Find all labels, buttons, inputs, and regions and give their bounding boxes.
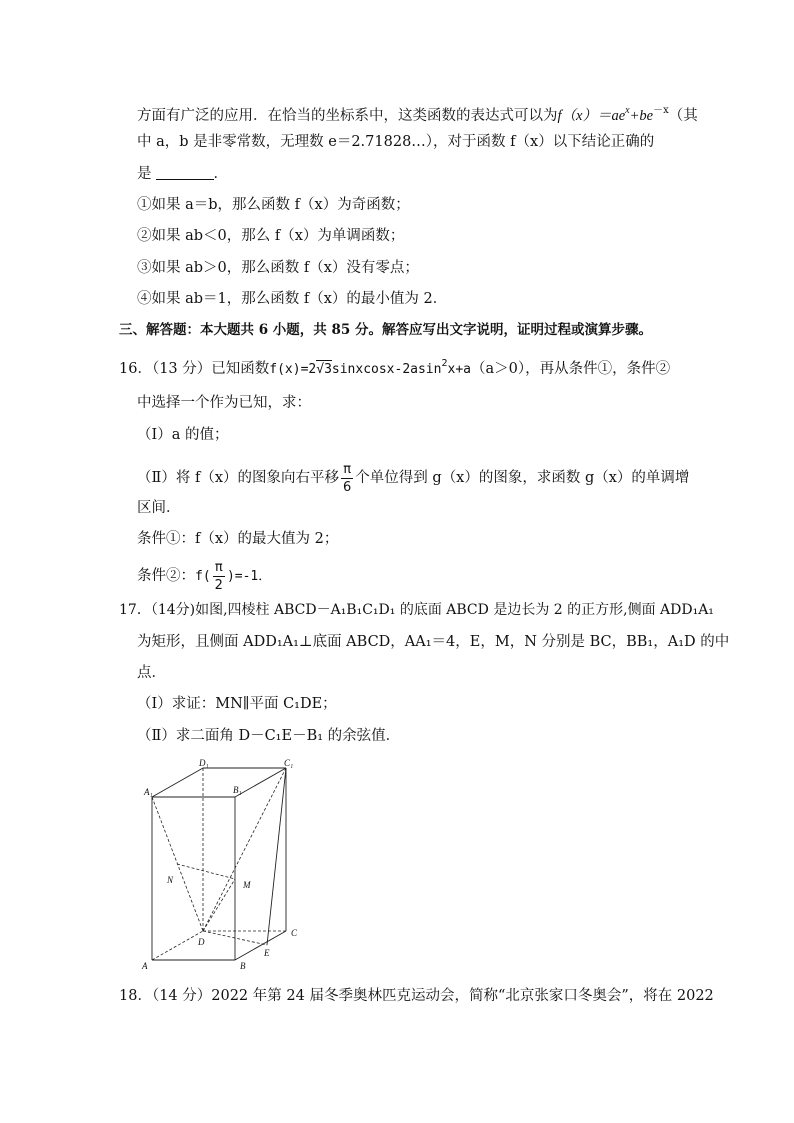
q17-line-2: 为矩形，且侧面 ADD₁A₁⊥底面 ABCD，AA₁＝4，E，M，N 分别是 BC，BB₁，A₁D 的中 [137,634,730,650]
q16-formula-a: f(x)=2 [269,362,317,377]
q15-line1-exp1: x [625,105,630,116]
edge-AD [152,931,203,960]
q17-part-2: （Ⅱ）求二面角 D－C₁E－B₁ 的余弦值． [137,728,401,744]
q15-text-line-1 [137,101,698,126]
label-A1: A₁ [144,787,153,797]
label-A: A [142,961,148,971]
label-N: N [167,875,174,885]
q15-option-2: ②如果 ab＜0，那么 f（x）为单调函数； [137,228,405,244]
label-C: C [291,928,298,938]
q16-part2-fraction [341,461,353,496]
label-C1: C₁ [284,758,294,768]
label-E: E [264,948,270,958]
q16-formula [269,358,471,377]
edge-DC1 [203,768,286,931]
q16-line-1 [119,354,670,380]
q16-part-2 [137,458,689,498]
q16-formula-b: sinxcosx-2asin [331,362,442,377]
q16-condition: （a＞0），再从条件①，条件② [470,361,671,377]
section-3-heading: 三、解答题：本大题共 6 小题，共 85 分。解答应写出文字说明，证明过程或演算步骤。 [119,322,652,338]
edge-BC [235,931,286,960]
q16-part2-frac-den: 6 [343,479,352,495]
segment-NM [177,864,235,879]
q17-line-3: 点． [137,665,166,681]
q15-option-4: ④如果 ab＝1，那么函数 f（x）的最小值为 2． [137,291,448,307]
q16-part-2-cont: 区间． [137,500,181,516]
q16-condition-2 [137,556,271,596]
q16-condition-1: 条件①：f（x）的最大值为 2； [137,531,339,547]
label-D1: D₁ [199,758,209,768]
q15-line1-tail: （其 [668,108,698,124]
q15-line3-text: 是 [137,166,152,182]
edge-C1E [267,768,286,945]
q15-line1-func: f（x）＝ae [557,108,626,124]
q18-line-1: 18．（14 分）2022 年第 24 届冬季奥林匹克运动会，简称“北京张家口冬奥会”，将在 2022 [119,988,714,1004]
q16-part2-b: 个单位得到 g（x）的图象，求函数 g（x）的单调增 [355,470,690,486]
q15-text-line-2: 中 a，b 是非零常数，无理数 e＝2.71828…），对于函数 f（x）以下结论正确的 [137,134,655,150]
q16-cond2-a: 条件②： [137,568,195,584]
q15-option-1: ①如果 a＝b，那么函数 f（x）为奇函数； [137,197,410,213]
q15-line3-end: ． [213,166,228,182]
q15-option-3: ③如果 ab＞0，那么函数 f（x）没有零点； [137,260,419,276]
q16-part2-a: （Ⅱ）将 f（x）的图象向右平移 [137,470,340,486]
q16-line-2: 中选择一个作为已知，求： [137,395,311,411]
q16-formula-c: x+a [447,362,471,377]
q16-part-1: （Ⅰ）a 的值； [137,427,229,443]
q15-line1-exp2: －x [653,105,669,116]
q15-text-line-3 [137,164,228,184]
label-D: D [198,937,205,947]
q15-line1-text: 方面有广泛的应用．在恰当的坐标系中，这类函数的表达式可以为 [137,108,558,124]
q16-cond2-b: )=-1． [226,569,272,584]
q17-prism-figure [130,755,310,975]
q17-part-1: （Ⅰ）求证：MN∥平面 C₁DE； [137,696,337,712]
q16-formula-sqrt-val: 3 [324,362,332,377]
q16-part2-frac-num: π [341,461,353,479]
segment-DM [203,879,235,931]
q16-cond2-fraction [213,559,225,594]
q16-cond2-frac-num: π [213,559,225,577]
q16-cond2-f: f( [195,569,211,584]
label-B: B [240,961,246,971]
answer-blank[interactable] [156,165,214,180]
edge-A1D1 [152,768,203,797]
q17-line-1: 17．（14分)如图,四棱柱 ABCD－A₁B₁C₁D₁ 的底面 ABCD 是边长为 2 的正方形,侧面 ADD₁A₁ [119,602,714,618]
label-M: M [243,880,251,890]
q16-formula-sup: 2 [441,358,448,369]
q16-formula-sqrt: √3 [316,362,332,377]
label-B1: B₁ [233,785,242,795]
q16-cond2-frac-den: 2 [214,577,223,593]
q15-line1-mid: +be [629,108,654,124]
q16-head: 16．（13 分）已知函数 [119,361,270,377]
